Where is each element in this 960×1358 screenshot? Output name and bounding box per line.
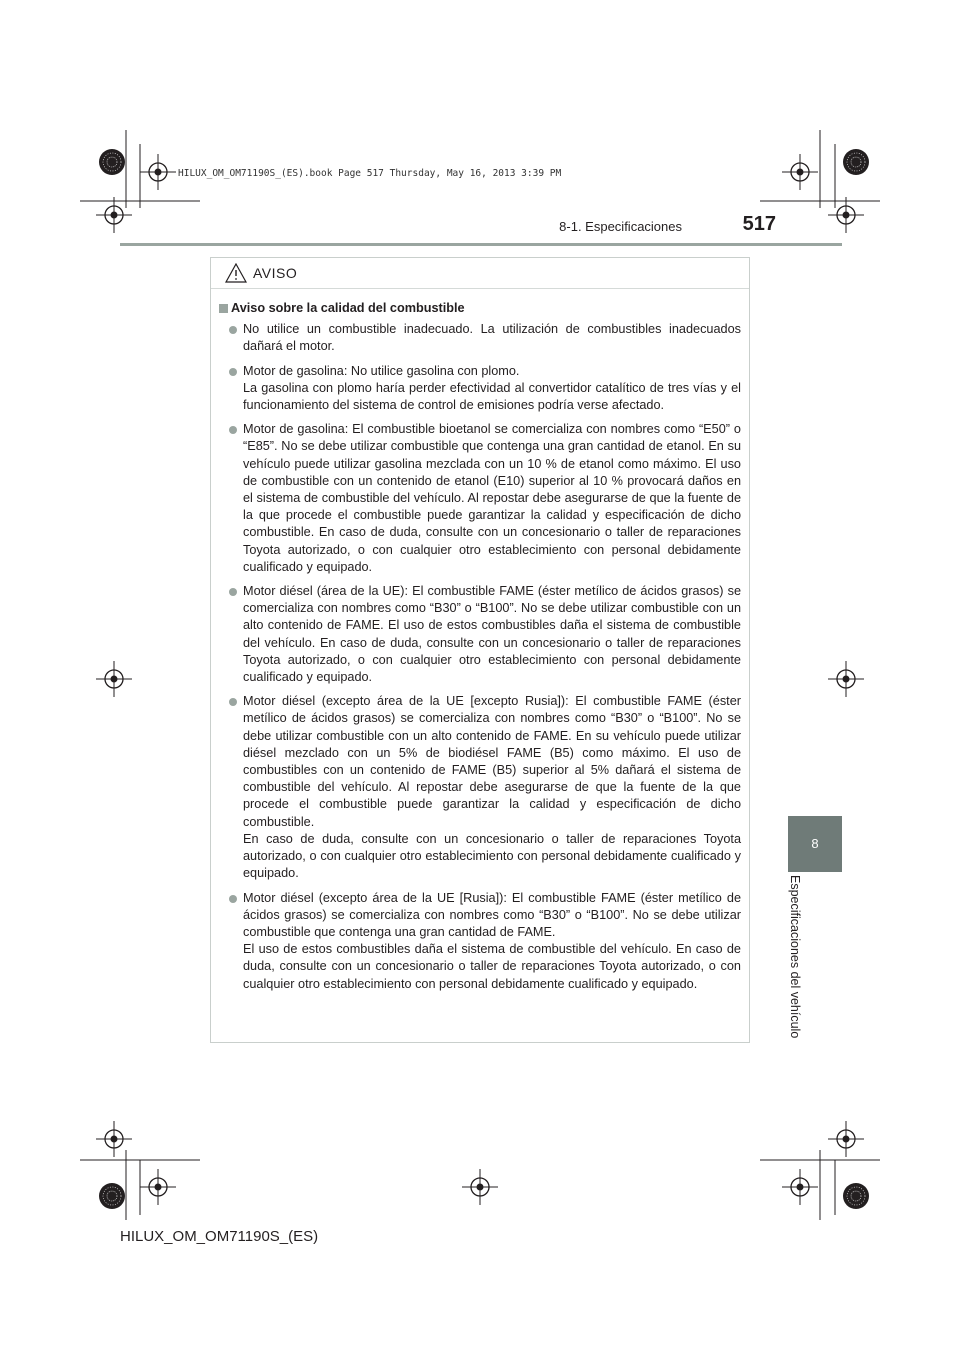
bullet-icon bbox=[229, 698, 237, 706]
list-item bbox=[217, 583, 741, 686]
page-number: 517 bbox=[742, 213, 776, 235]
list-item bbox=[217, 421, 741, 576]
bullet-icon bbox=[229, 426, 237, 434]
bullet-icon bbox=[229, 326, 237, 334]
warning-list bbox=[217, 321, 741, 993]
header-rule bbox=[120, 243, 842, 246]
print-info: HILUX_OM_OM71190S_(ES).book Page 517 Thursday, May 16, 2013 3:39 PM bbox=[178, 168, 562, 179]
list-item-text: Motor diésel (excepto área de la UE [Rusia]): El combustible FAME (éster metílico de ácidos grasos) se comercializa con nombres como “B30” o “B100”. No se debe utilizar combustible que contenga una gran cantidad de FAME. bbox=[243, 890, 741, 939]
list-item-text: Motor diésel (área de la UE): El combustible FAME (éster metílico de ácidos grasos) se comercializa con nombres como “B30” o “B100”. No se debe utilizar combustible con un alto contenido de FAME. El uso de estos combustibles daña el sistema de combustible del vehículo. En caso de duda, consulte con un concesionario o taller de reparaciones Toyota autorizado, o con cualquier otro establecimiento con personal debidamente cualificado y equipado. bbox=[243, 584, 741, 685]
bullet-icon bbox=[229, 588, 237, 596]
list-item-text: Motor diésel (excepto área de la UE [excepto Rusia]): El combustible FAME (éster metílico de ácidos grasos) se comercializa con nombres como “B30” o “B100”. No se debe utilizar combustible con un alto contenido de FAME. En su vehículo puede utilizar diésel mezclado con un 5% de biodiésel FAME (B5) como máximo. El uso de combustibles con un contenido de FAME (B5) superior al 5% dañará el sistema de combustible del vehículo. Al repostar debe asegurarse de que la fuente de la que procede el combustible puede garantizar la calidad y especificación de dicho combustible. bbox=[243, 694, 741, 829]
list-item-text: En caso de duda, consulte con un concesionario o taller de reparaciones Toyota autorizado, o con cualquier otro establecimiento con personal debidamente cualificado y equipado. bbox=[243, 831, 741, 881]
chapter-label: Especificaciones del vehículo bbox=[788, 875, 802, 1039]
list-item bbox=[217, 363, 741, 415]
warning-box bbox=[210, 257, 750, 1043]
list-item-text: El uso de estos combustibles daña el sistema de combustible del vehículo. En caso de duda, consulte con un concesionario o taller de reparaciones Toyota autorizado, o con cualquier otro establecimiento con personal debidamente cualificado y equipado. bbox=[243, 942, 741, 991]
list-item-text: Motor de gasolina: No utilice gasolina con plomo. bbox=[243, 363, 520, 378]
footer-doc-code: HILUX_OM_OM71190S_(ES) bbox=[120, 1228, 319, 1245]
list-item bbox=[217, 693, 741, 882]
section-title: 8-1. Especificaciones bbox=[559, 219, 682, 234]
list-item-text: Motor de gasolina: El combustible bioetanol se comercializa con nombres como “E50” o “E85”. No se debe utilizar combustible que contenga una gran cantidad de etanol. En su vehículo puede utilizar gasolina mezclada con un 10 % de etanol como máximo. El uso de combustible con un contenido de etanol (E10) superior al 10 % provocará daños en el sistema de combustible del vehículo. Al repostar debe asegurarse de que la fuente de la que procede el combustible puede garantizar la calidad y especificación de dicho combustible. En caso de duda, consulte con un concesionario o taller de reparaciones Toyota autorizado, o con cualquier otro establecimiento con personal debidamente cualificado y equipado. bbox=[243, 422, 741, 574]
list-item bbox=[217, 890, 741, 993]
bullet-icon bbox=[229, 895, 237, 903]
warning-header bbox=[211, 258, 749, 289]
bullet-icon bbox=[229, 368, 237, 376]
list-item bbox=[217, 321, 741, 355]
warning-content bbox=[217, 300, 741, 1000]
list-item-text: No utilice un combustible inadecuado. La utilización de combustibles inadecuados dañará el motor. bbox=[243, 322, 741, 354]
list-item-text: La gasolina con plomo haría perder efectividad al convertidor catalítico de tres vías y el funcionamiento del sistema de control de emisiones podría verse afectado. bbox=[243, 380, 741, 413]
chapter-tab: 8 bbox=[788, 816, 842, 872]
warning-triangle-icon bbox=[225, 263, 247, 283]
warning-label: AVISO bbox=[253, 265, 298, 281]
warning-heading: Aviso sobre la calidad del combustible bbox=[217, 300, 741, 317]
